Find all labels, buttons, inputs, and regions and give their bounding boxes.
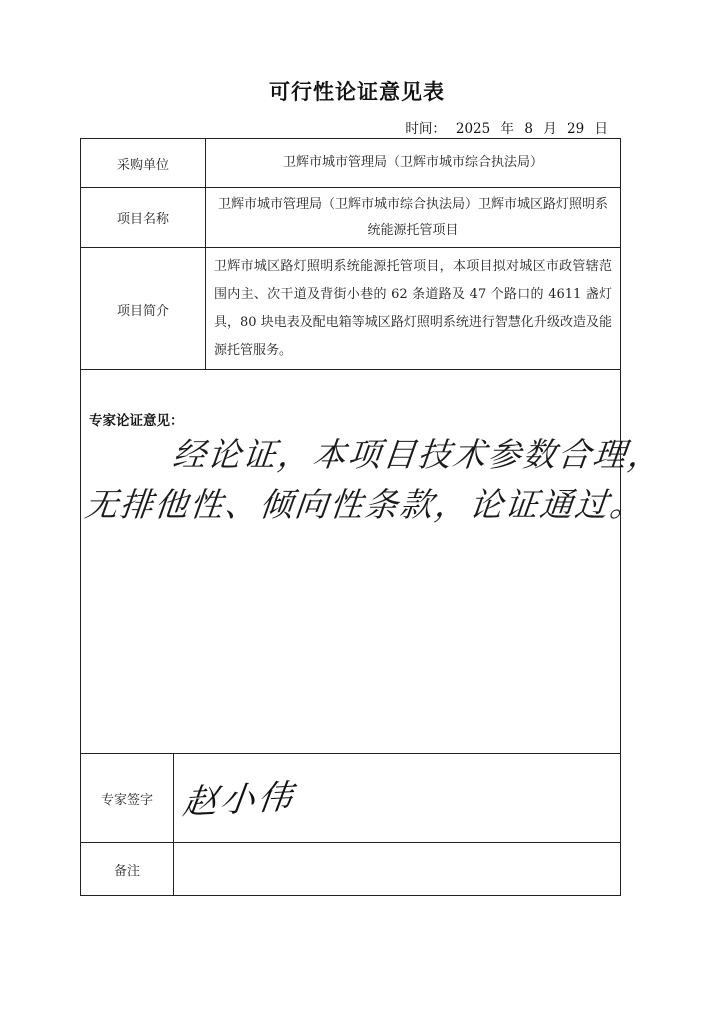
signature-table — [80, 753, 621, 896]
date-month: 8 — [524, 121, 533, 137]
signature-label: 专家签字 — [81, 754, 174, 842]
date-line — [405, 117, 608, 137]
handwritten-opinion-line-2: 无排他性、倾向性条款，论证通过。 — [82, 485, 647, 524]
date-label: 时间： — [405, 121, 446, 137]
project-summary-label: 项目简介 — [81, 248, 206, 370]
expert-opinion-label: 专家论证意见： — [89, 413, 184, 429]
date-year: 2025 — [455, 121, 491, 137]
expert-signature: 赵小伟 — [180, 777, 298, 823]
purchaser-value: 卫辉市城市管理局（卫辉市城市综合执法局） — [282, 155, 543, 170]
date-year-unit: 年 — [500, 121, 515, 137]
table-row-project-summary — [81, 248, 620, 370]
expert-opinion-section — [80, 369, 665, 754]
project-name-value: 卫辉市城市管理局（卫辉市城市综合执法局）卫辉市城区路灯照明系统能源托管项目 — [217, 196, 608, 238]
remarks-label: 备注 — [81, 843, 174, 895]
project-summary-value: 卫辉市城区路灯照明系统能源托管项目，本项目拟对城区市政管辖范围内主、次干道及背街小巷的 62 条道路及 47 个路口的 4611 盏灯具，80 块电表及配电箱等城区路灯照明系统进行智慧化升级改造及能源托管服务。 — [214, 259, 612, 358]
purchaser-label: 采购单位 — [81, 139, 206, 187]
table-row-remarks — [81, 843, 620, 895]
project-name-label: 项目名称 — [81, 188, 206, 247]
date-day: 29 — [567, 121, 585, 137]
table-row-project-name — [81, 188, 620, 248]
info-table — [80, 138, 621, 370]
table-row-signature — [81, 754, 620, 843]
remarks-value — [174, 843, 620, 895]
date-day-unit: 日 — [594, 121, 608, 137]
table-row-purchaser — [81, 139, 620, 188]
signature-cell — [174, 754, 620, 842]
handwritten-opinion-line-1: 经论证，本项目技术参数合理， — [170, 435, 665, 474]
document-title: 可行性论证意见表 — [269, 80, 445, 104]
date-month-unit: 月 — [543, 121, 557, 137]
